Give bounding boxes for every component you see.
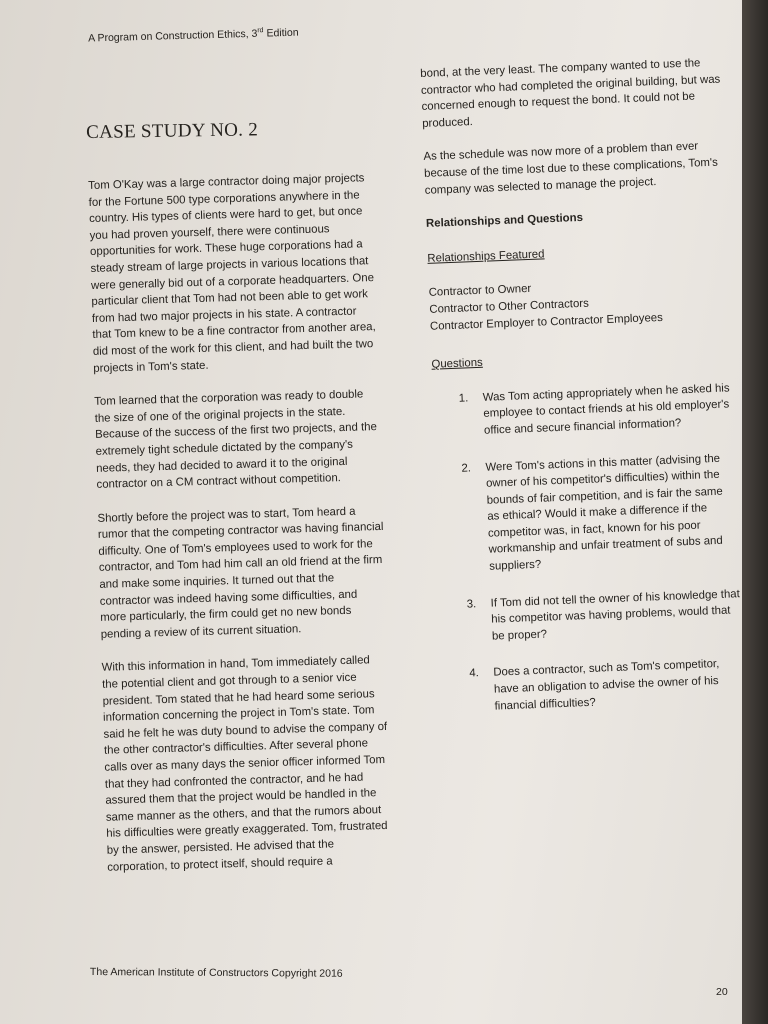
- paragraph: With this information in hand, Tom immediately called the potential client and got through to a senior vice president. Tom stated that he had heard some serious information concerning the project in Tom's state. Tom said he felt he was duty bound to advise the company of the other contractor's difficulties. After several phone calls over as many days the senior officer informed Tom that they had confronted the contractor, and he had assured them that the project would be handled in the same manner as the others, and that the rumors about his difficulties were greatly exaggerated. Tom, frustrated by the answer, persisted. He advised that the corporation, to protect itself, should require a: [101, 654, 388, 874]
- questions-label: Questions: [431, 356, 483, 371]
- question-number: 3.: [466, 597, 477, 611]
- question-item: [433, 380, 735, 441]
- left-column: [88, 170, 394, 893]
- relationships-featured-label: Relationships Featured: [427, 248, 545, 265]
- question-number: 2.: [461, 461, 472, 475]
- question-item: [440, 586, 742, 647]
- case-title: CASE STUDY NO. 2: [86, 119, 259, 143]
- relationship-item: Contractor to Owner: [428, 283, 532, 300]
- page-footer: The American Institute of Constructors Copyright 2016: [89, 966, 343, 980]
- question-item: [443, 655, 742, 716]
- paragraph: Shortly before the project was to start, Tom heard a rumor that the competing contractor was having financial difficulty. One of Tom's employees used to work for the contractor, and Tom had him call an old friend at the firm and make some inquiries. It turned out that the contractor was indeed having some difficulties, and more particularly, the firm could get no new bonds pending a review of its current situation.: [97, 505, 384, 641]
- paragraph: Tom O'Kay was a large contractor doing major projects for the Fortune 500 type corporations anywhere in the country. His types of clients were hard to get, but once you had proven yourself, there were continuous opportunities for work. These huge corporations had a steady stream of large projects in various locations that were generally bid out of a corporate headquarters. One particular client that Tom had not been able to get work from had two major projects in his state. A contractor that Tom knew to be a fine contractor from another area, did most of the work for this client, and had built the two projects in Tom's state.: [88, 172, 376, 375]
- running-header: [88, 26, 299, 44]
- page-number: 20: [716, 986, 728, 998]
- question-text: If Tom did not tell the owner of his knowledge that his competitor was having problems, would that be proper?: [490, 587, 740, 643]
- right-column: [420, 54, 742, 736]
- paragraph: As the schedule was now more of a problem than ever because of the time lost due to these complications, Tom's company was selected to manage the project.: [423, 140, 719, 197]
- question-text: Were Tom's actions in this matter (advising the owner of his competitor's difficulties) within the bounds of fair competition, and is fair the same as ethical? Would it make a difference if the competitor was, in fact, known for his poor workmanship and unfair treatment of subs and suppliers?: [485, 452, 723, 573]
- header-title: A Program on Construction Ethics, 3: [88, 27, 258, 45]
- relationship-item: Contractor to Other Contractors: [429, 297, 590, 316]
- paragraph: Tom learned that the corporation was ready to double the size of one of the original projects in the state. Because of the success of the first two projects, and the extremely tight schedule dictated by the company's needs, they had decided to award it to the original contractor on a CM contract without competition.: [94, 388, 378, 491]
- questions-list: [433, 380, 742, 717]
- header-superscript: rd: [257, 27, 264, 35]
- paragraph: bond, at the very least. The company wanted to use the contractor who had completed the original building, but was concerned enough to request the bond. It could not be produced.: [420, 57, 721, 130]
- question-text: Does a contractor, such as Tom's competitor, have an obligation to advise the owner of his financial difficulties?: [493, 658, 720, 713]
- question-item: [435, 450, 739, 578]
- relationships-list: [428, 274, 730, 335]
- header-edition: Edition: [263, 26, 299, 40]
- background-edge: [742, 0, 768, 1024]
- relationships-heading: Relationships and Questions: [425, 212, 584, 231]
- question-number: 1.: [458, 392, 469, 405]
- question-text: Was Tom acting appropriately when he asked his employee to contact friends at his old employer's office and secure financial information?: [482, 382, 730, 437]
- relationship-item: Contractor Employer to Contractor Employees: [429, 311, 664, 333]
- question-number: 4.: [469, 667, 480, 680]
